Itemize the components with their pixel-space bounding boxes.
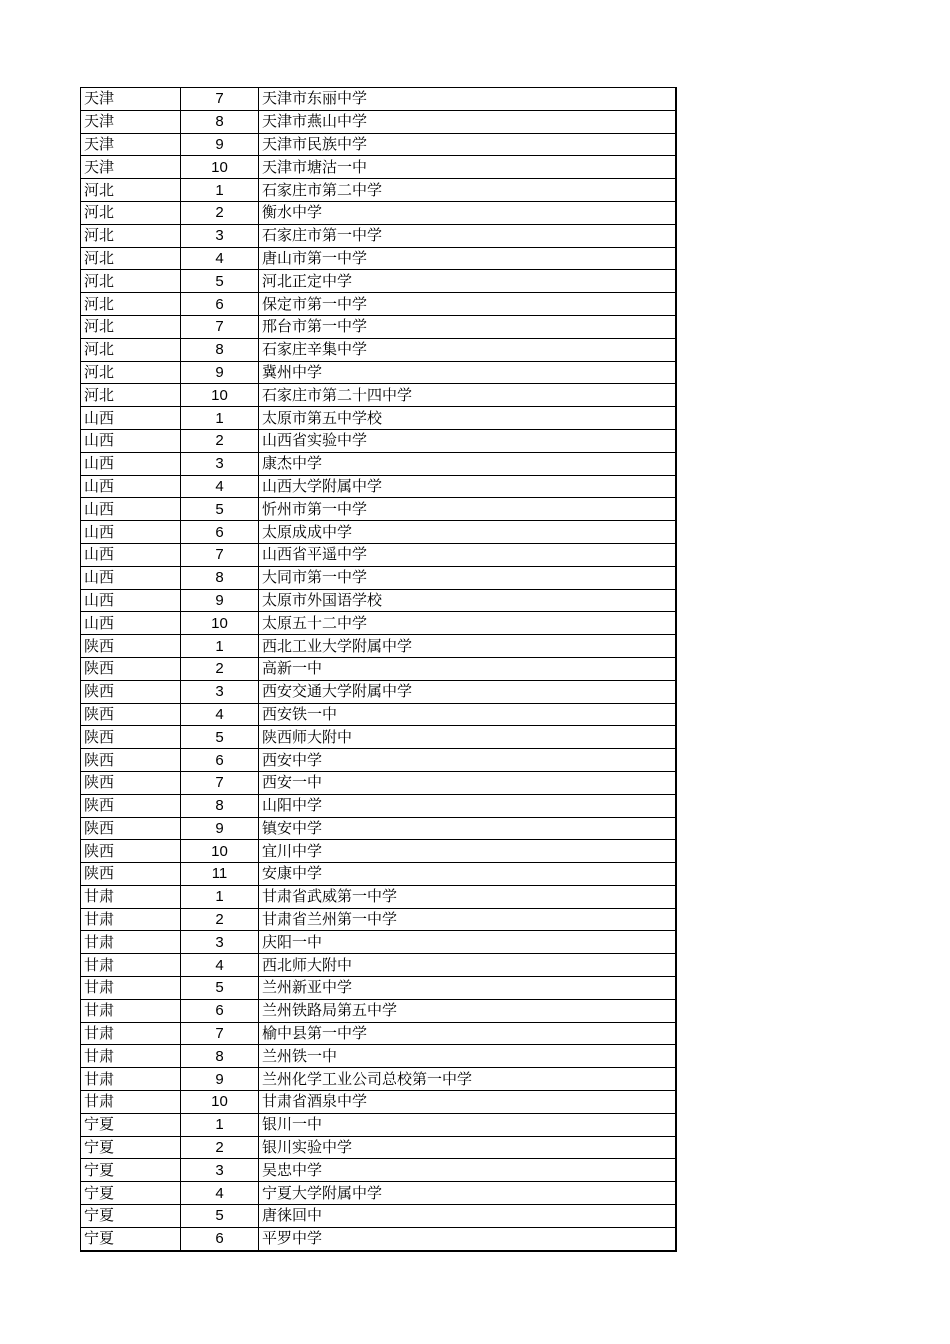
rank-cell: 4 (181, 703, 259, 726)
school-name-cell: 宁夏大学附属中学 (259, 1182, 677, 1205)
table-row (81, 361, 677, 384)
table-row (81, 908, 677, 931)
province-cell: 山西 (81, 475, 181, 498)
province-cell: 陕西 (81, 794, 181, 817)
table-row (81, 771, 677, 794)
school-name-cell: 镇安中学 (259, 817, 677, 840)
table-row (81, 931, 677, 954)
rank-cell: 10 (181, 156, 259, 179)
province-cell: 河北 (81, 293, 181, 316)
table-row (81, 680, 677, 703)
table-row (81, 247, 677, 270)
province-cell: 陕西 (81, 635, 181, 658)
rank-cell: 4 (181, 1182, 259, 1205)
table-row (81, 156, 677, 179)
province-cell: 山西 (81, 452, 181, 475)
rank-cell: 2 (181, 1136, 259, 1159)
school-name-cell: 银川一中 (259, 1113, 677, 1136)
rank-cell: 9 (181, 1068, 259, 1091)
school-name-cell: 兰州化学工业公司总校第一中学 (259, 1068, 677, 1091)
table-row (81, 429, 677, 452)
table-row (81, 1068, 677, 1091)
rank-cell: 3 (181, 452, 259, 475)
rank-cell: 7 (181, 315, 259, 338)
school-name-cell: 唐徕回中 (259, 1205, 677, 1228)
province-cell: 山西 (81, 566, 181, 589)
rank-cell: 2 (181, 908, 259, 931)
table-row (81, 612, 677, 635)
table-body (81, 88, 677, 1251)
rank-cell: 6 (181, 521, 259, 544)
table-row (81, 498, 677, 521)
school-name-cell: 吴忠中学 (259, 1159, 677, 1182)
school-name-cell: 兰州新亚中学 (259, 977, 677, 1000)
table-row (81, 863, 677, 886)
rank-cell: 5 (181, 726, 259, 749)
province-cell: 天津 (81, 88, 181, 111)
table-row (81, 657, 677, 680)
province-cell: 山西 (81, 498, 181, 521)
school-name-cell: 安康中学 (259, 863, 677, 886)
school-name-cell: 庆阳一中 (259, 931, 677, 954)
province-cell: 河北 (81, 338, 181, 361)
school-ranking-table (80, 87, 677, 1252)
school-name-cell: 兰州铁一中 (259, 1045, 677, 1068)
province-cell: 山西 (81, 543, 181, 566)
province-cell: 甘肃 (81, 885, 181, 908)
province-cell: 宁夏 (81, 1227, 181, 1250)
province-cell: 甘肃 (81, 954, 181, 977)
province-cell: 天津 (81, 156, 181, 179)
table-row (81, 384, 677, 407)
table-row (81, 133, 677, 156)
table-row (81, 88, 677, 111)
rank-cell: 1 (181, 179, 259, 202)
province-cell: 河北 (81, 270, 181, 293)
province-cell: 甘肃 (81, 908, 181, 931)
table-row (81, 635, 677, 658)
province-cell: 陕西 (81, 863, 181, 886)
school-name-cell: 甘肃省武威第一中学 (259, 885, 677, 908)
rank-cell: 10 (181, 840, 259, 863)
table-row (81, 566, 677, 589)
rank-cell: 5 (181, 1205, 259, 1228)
table-row (81, 270, 677, 293)
rank-cell: 1 (181, 885, 259, 908)
school-name-cell: 唐山市第一中学 (259, 247, 677, 270)
table-row (81, 703, 677, 726)
rank-cell: 3 (181, 931, 259, 954)
table-row (81, 794, 677, 817)
province-cell: 山西 (81, 429, 181, 452)
school-name-cell: 天津市塘沽一中 (259, 156, 677, 179)
rank-cell: 3 (181, 1159, 259, 1182)
province-cell: 陕西 (81, 657, 181, 680)
table-row (81, 110, 677, 133)
table-row (81, 1045, 677, 1068)
table-row (81, 954, 677, 977)
province-cell: 河北 (81, 315, 181, 338)
rank-cell: 7 (181, 771, 259, 794)
table-row (81, 201, 677, 224)
province-cell: 河北 (81, 224, 181, 247)
rank-cell: 10 (181, 384, 259, 407)
rank-cell: 11 (181, 863, 259, 886)
province-cell: 甘肃 (81, 1091, 181, 1114)
table-row (81, 179, 677, 202)
table-row (81, 817, 677, 840)
rank-cell: 10 (181, 1091, 259, 1114)
province-cell: 甘肃 (81, 931, 181, 954)
table-row (81, 315, 677, 338)
school-name-cell: 太原市第五中学校 (259, 407, 677, 430)
school-name-cell: 西安中学 (259, 749, 677, 772)
province-cell: 陕西 (81, 749, 181, 772)
province-cell: 陕西 (81, 771, 181, 794)
rank-cell: 5 (181, 270, 259, 293)
school-name-cell: 山阳中学 (259, 794, 677, 817)
province-cell: 甘肃 (81, 1068, 181, 1091)
school-name-cell: 保定市第一中学 (259, 293, 677, 316)
province-cell: 河北 (81, 384, 181, 407)
school-name-cell: 西安一中 (259, 771, 677, 794)
school-name-cell: 山西省实验中学 (259, 429, 677, 452)
rank-cell: 6 (181, 999, 259, 1022)
province-cell: 陕西 (81, 817, 181, 840)
table-row (81, 1205, 677, 1228)
table-row (81, 475, 677, 498)
table-row (81, 452, 677, 475)
table-row (81, 1091, 677, 1114)
table-row (81, 840, 677, 863)
school-name-cell: 银川实验中学 (259, 1136, 677, 1159)
province-cell: 陕西 (81, 680, 181, 703)
rank-cell: 8 (181, 338, 259, 361)
rank-cell: 9 (181, 361, 259, 384)
school-name-cell: 河北正定中学 (259, 270, 677, 293)
province-cell: 山西 (81, 407, 181, 430)
school-name-cell: 石家庄市第二十四中学 (259, 384, 677, 407)
school-name-cell: 石家庄市第二中学 (259, 179, 677, 202)
province-cell: 宁夏 (81, 1159, 181, 1182)
table-row (81, 1113, 677, 1136)
province-cell: 宁夏 (81, 1205, 181, 1228)
table-row (81, 999, 677, 1022)
rank-cell: 7 (181, 88, 259, 111)
school-name-cell: 西安交通大学附属中学 (259, 680, 677, 703)
school-name-cell: 忻州市第一中学 (259, 498, 677, 521)
table-row (81, 885, 677, 908)
table-row (81, 589, 677, 612)
rank-cell: 4 (181, 247, 259, 270)
rank-cell: 8 (181, 1045, 259, 1068)
school-name-cell: 康杰中学 (259, 452, 677, 475)
rank-cell: 1 (181, 635, 259, 658)
province-cell: 宁夏 (81, 1113, 181, 1136)
table-row (81, 1136, 677, 1159)
rank-cell: 5 (181, 498, 259, 521)
rank-cell: 7 (181, 543, 259, 566)
school-name-cell: 山西大学附属中学 (259, 475, 677, 498)
province-cell: 山西 (81, 521, 181, 544)
rank-cell: 2 (181, 657, 259, 680)
province-cell: 河北 (81, 179, 181, 202)
rank-cell: 1 (181, 407, 259, 430)
rank-cell: 6 (181, 293, 259, 316)
table-row (81, 749, 677, 772)
school-name-cell: 太原成成中学 (259, 521, 677, 544)
rank-cell: 3 (181, 680, 259, 703)
rank-cell: 2 (181, 201, 259, 224)
table-row (81, 1159, 677, 1182)
province-cell: 甘肃 (81, 977, 181, 1000)
school-name-cell: 西北工业大学附属中学 (259, 635, 677, 658)
rank-cell: 3 (181, 224, 259, 247)
school-name-cell: 平罗中学 (259, 1227, 677, 1250)
school-name-cell: 石家庄市第一中学 (259, 224, 677, 247)
table-row (81, 977, 677, 1000)
rank-cell: 2 (181, 429, 259, 452)
rank-cell: 10 (181, 612, 259, 635)
school-name-cell: 山西省平遥中学 (259, 543, 677, 566)
province-cell: 宁夏 (81, 1136, 181, 1159)
rank-cell: 5 (181, 977, 259, 1000)
school-name-cell: 大同市第一中学 (259, 566, 677, 589)
table-row (81, 224, 677, 247)
school-name-cell: 冀州中学 (259, 361, 677, 384)
table-row (81, 726, 677, 749)
rank-cell: 8 (181, 794, 259, 817)
rank-cell: 8 (181, 110, 259, 133)
school-name-cell: 兰州铁路局第五中学 (259, 999, 677, 1022)
rank-cell: 1 (181, 1113, 259, 1136)
table-row (81, 407, 677, 430)
school-name-cell: 天津市东丽中学 (259, 88, 677, 111)
school-name-cell: 陕西师大附中 (259, 726, 677, 749)
school-name-cell: 衡水中学 (259, 201, 677, 224)
province-cell: 甘肃 (81, 1045, 181, 1068)
school-name-cell: 太原五十二中学 (259, 612, 677, 635)
province-cell: 天津 (81, 110, 181, 133)
province-cell: 宁夏 (81, 1182, 181, 1205)
table-row (81, 1182, 677, 1205)
rank-cell: 9 (181, 817, 259, 840)
table-row (81, 338, 677, 361)
school-name-cell: 天津市民族中学 (259, 133, 677, 156)
province-cell: 天津 (81, 133, 181, 156)
province-cell: 陕西 (81, 726, 181, 749)
province-cell: 陕西 (81, 703, 181, 726)
school-name-cell: 西安铁一中 (259, 703, 677, 726)
rank-cell: 6 (181, 749, 259, 772)
school-name-cell: 宜川中学 (259, 840, 677, 863)
table-row (81, 1227, 677, 1250)
school-name-cell: 太原市外国语学校 (259, 589, 677, 612)
table-row (81, 543, 677, 566)
school-name-cell: 天津市燕山中学 (259, 110, 677, 133)
rank-cell: 7 (181, 1022, 259, 1045)
school-name-cell: 西北师大附中 (259, 954, 677, 977)
province-cell: 山西 (81, 612, 181, 635)
school-name-cell: 甘肃省兰州第一中学 (259, 908, 677, 931)
table-row (81, 1022, 677, 1045)
school-name-cell: 高新一中 (259, 657, 677, 680)
province-cell: 甘肃 (81, 1022, 181, 1045)
province-cell: 甘肃 (81, 999, 181, 1022)
rank-cell: 9 (181, 589, 259, 612)
table-row (81, 521, 677, 544)
province-cell: 陕西 (81, 840, 181, 863)
school-name-cell: 邢台市第一中学 (259, 315, 677, 338)
rank-cell: 8 (181, 566, 259, 589)
school-name-cell: 榆中县第一中学 (259, 1022, 677, 1045)
school-name-cell: 甘肃省酒泉中学 (259, 1091, 677, 1114)
province-cell: 河北 (81, 247, 181, 270)
rank-cell: 4 (181, 954, 259, 977)
rank-cell: 6 (181, 1227, 259, 1250)
rank-cell: 9 (181, 133, 259, 156)
table-row (81, 293, 677, 316)
province-cell: 河北 (81, 361, 181, 384)
rank-cell: 4 (181, 475, 259, 498)
school-name-cell: 石家庄辛集中学 (259, 338, 677, 361)
province-cell: 山西 (81, 589, 181, 612)
province-cell: 河北 (81, 201, 181, 224)
